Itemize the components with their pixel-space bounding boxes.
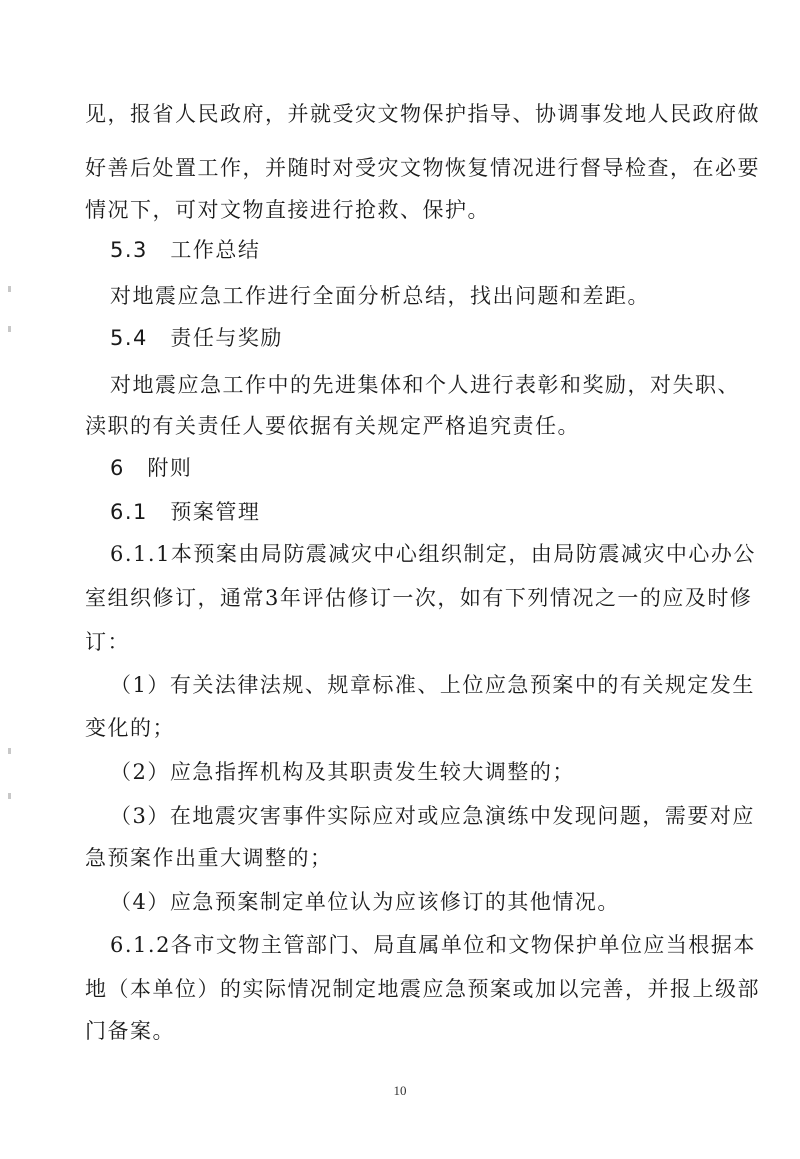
- list-item-line: （1）有关法律法规、规章标准、上位应急预案中的有关规定发生: [110, 673, 755, 697]
- paragraph-line: 见，报省人民政府，并就受灾文物保护指导、协调事发地人民政府做: [85, 102, 760, 126]
- paragraph-line: 地（本单位）的实际情况制定地震应急预案或加以完善，并报上级部: [85, 977, 760, 1001]
- margin-mark: [8, 748, 11, 754]
- margin-mark: [8, 286, 11, 292]
- paragraph-line: 门备案。: [85, 1019, 175, 1043]
- list-item-line: （3）在地震灾害事件实际应对或应急演练中发现问题，需要对应: [110, 804, 755, 828]
- paragraph-line: 订：: [85, 630, 130, 654]
- paragraph-line: 情况下，可对文物直接进行抢救、保护。: [85, 198, 490, 222]
- paragraph-line: 6.1.1本预案由局防震减灾中心组织制定，由局防震减灾中心办公: [110, 542, 756, 566]
- section-heading-5-4: 5.4 责任与奖励: [110, 326, 283, 350]
- paragraph-line: 对地震应急工作中的先进集体和个人进行表彰和奖励，对失职、: [110, 373, 740, 397]
- paragraph-line: 渎职的有关责任人要依据有关规定严格追究责任。: [85, 414, 580, 438]
- section-heading-6: 6 附则: [110, 456, 193, 480]
- list-item-line: （2）应急指挥机构及其职责发生较大调整的；: [110, 760, 575, 784]
- list-item-line: 急预案作出重大调整的；: [85, 846, 333, 870]
- paragraph-line: 对地震应急工作进行全面分析总结，找出问题和差距。: [110, 284, 650, 308]
- paragraph-line: 6.1.2各市文物主管部门、局直属单位和文物保护单位应当根据本: [110, 933, 756, 957]
- paragraph-line: 好善后处置工作，并随时对受灾文物恢复情况进行督导检查，在必要: [85, 156, 760, 180]
- section-heading-5-3: 5.3 工作总结: [110, 238, 261, 262]
- list-item-line: 变化的；: [85, 716, 175, 740]
- paragraph-line: 室组织修订，通常3年评估修订一次，如有下列情况之一的应及时修: [85, 586, 753, 610]
- list-item-line: （4）应急预案制定单位认为应该修订的其他情况。: [110, 890, 620, 914]
- margin-mark: [8, 793, 11, 799]
- page-number: 10: [393, 1083, 407, 1098]
- margin-mark: [8, 326, 11, 332]
- section-heading-6-1: 6.1 预案管理: [110, 500, 261, 524]
